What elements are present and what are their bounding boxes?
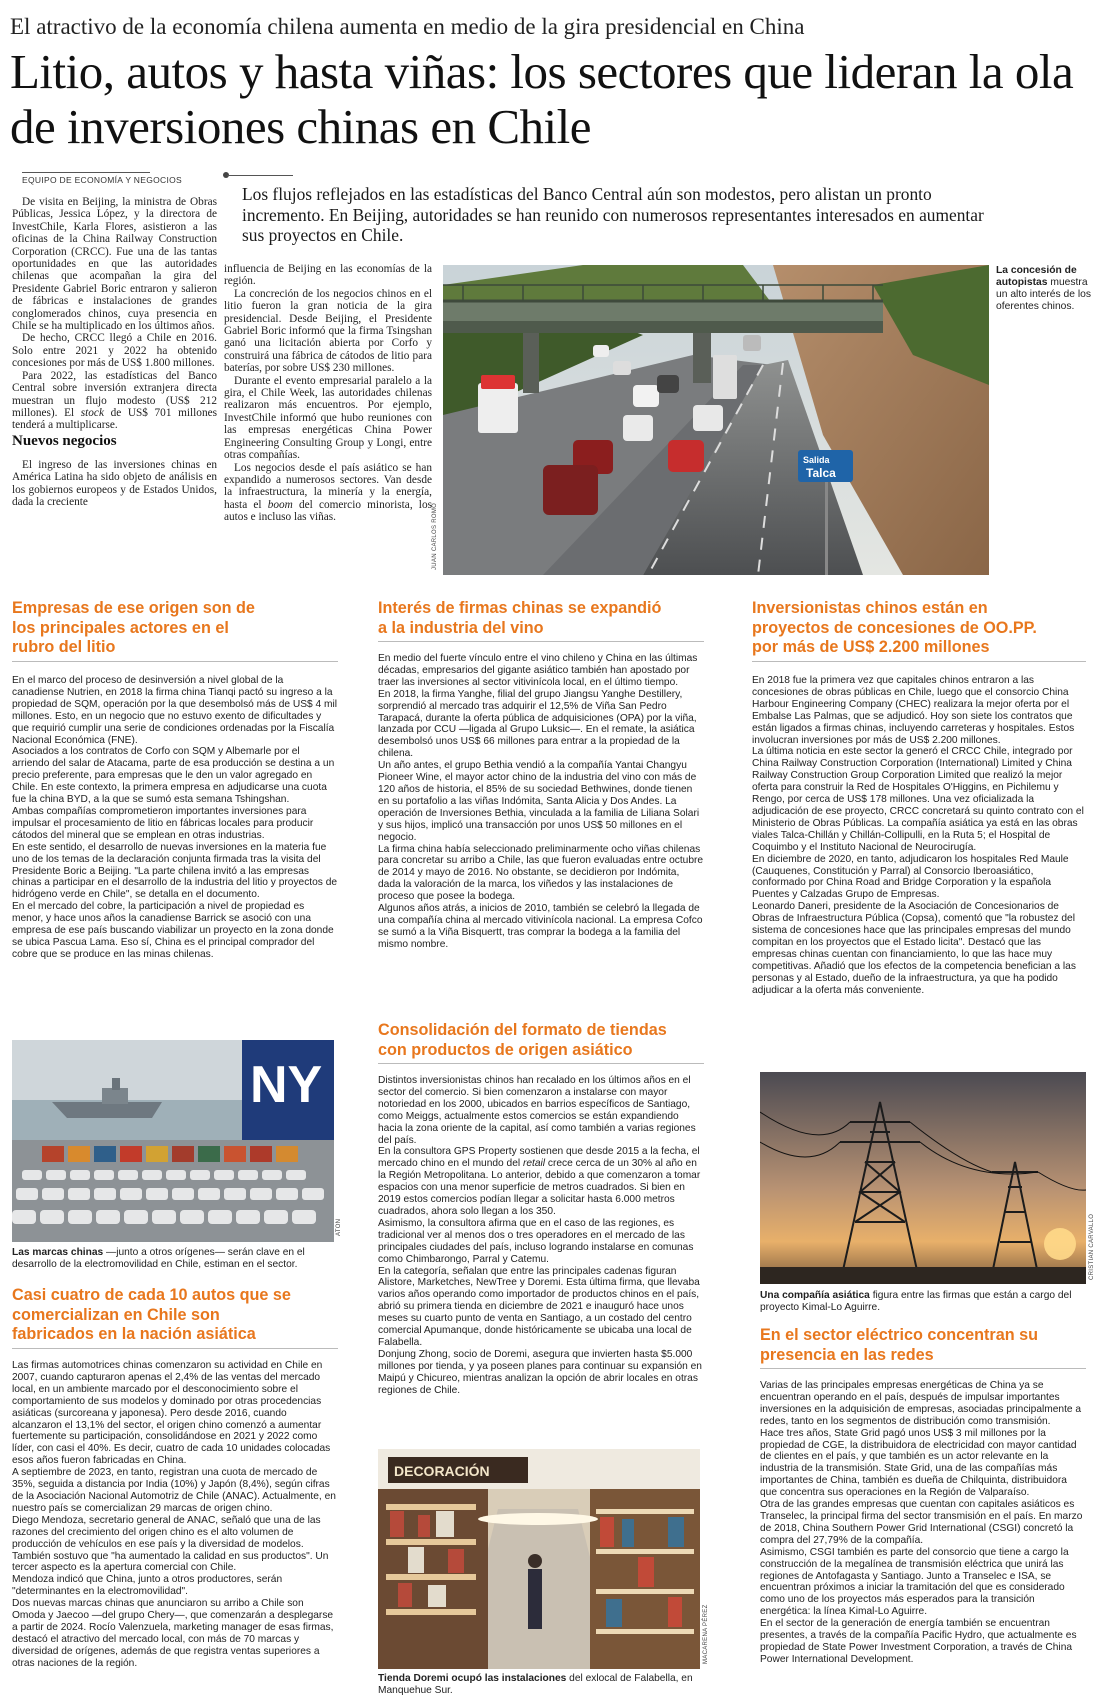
paragraph: En la categoría, señalan que entre las principales cadenas figuran Alistore, Marketches, NewTree y Doremi. Esta última firma, que llevaba varios años operando como importador de productos chinos en el país, abrió su primera tienda en diciembre de 2021 e inauguró hace unos meses su cuarto punto de venta en Santiago, a un costado del centro comercial Apumanque, donde históricamente se ubicaba una local de Falabella. <box>378 1265 700 1348</box>
bajada-rule <box>227 175 293 176</box>
paragraph: En medio del fuerte vínculo entre el vino chileno y China en las últimas décadas, empresarios del gigante asiático también han apostado por traer las inversiones al sector vitivinícola local, en el último tiempo. <box>378 653 698 688</box>
paragraph: Diego Mendoza, secretario general de ANAC, señaló que una de las razones del crecimiento del origen chino es el alto volumen de producción de vehículos en ese país y la diversidad de modelos. También sostuvo que "ha aumentado la calidad en sus productos". Un tercer aspecto es la apertura comercial con Chile. <box>12 1514 329 1574</box>
paragraph: Un año antes, el grupo Bethia vendió a la compañía Yantai Changyu Pioneer Wine, el mayor actor chino de la industria del vino con más de 120 años de historia, el 85% de su sociedad Bethwines, donde tienen en su portafolio a las viñas Indómita, Santa Alicia y Dos Andes. La operación de Inversiones Bethia, vinculada a la familia de Liliana Solari y sus hijos, implicó una transacción por unos US$ 50 millones en el negocio. <box>378 760 700 843</box>
store-photo <box>378 1449 700 1669</box>
section-rule <box>760 1368 1086 1369</box>
section-body-tiendas <box>378 1075 704 1396</box>
byline-rule <box>22 172 150 173</box>
power-photo <box>760 1072 1086 1284</box>
highway-caption <box>996 265 1092 313</box>
italic-run: boom <box>267 498 293 511</box>
headline: Litio, autos y hasta viñas: los sectores que lideran la ola de inversiones chinas en Chile <box>10 44 1074 154</box>
section-rule <box>378 1063 704 1064</box>
section-title-litio: Empresas de ese origen son de los principales actores en el rubro del litio <box>12 599 255 656</box>
text-run: del comercio minorista, los autos e incluso las viñas. <box>224 498 432 524</box>
section-title-electrico: En el sector eléctrico concentran su presencia en las redes <box>760 1326 1038 1364</box>
lead-paragraph <box>12 370 217 432</box>
section-title-vino: Interés de firmas chinas se expandió a la industria del vino <box>378 599 662 637</box>
section-body-electrico <box>760 1380 1086 1666</box>
lead-paragraph: Durante el evento empresarial paralelo a la gira, el Chile Week, las autoridades chilenas realizaron más encuentros. Por ejemplo, InvestChile informó que hubo reuniones con las empresas energéticas China Power Engineering Consulting Group y Longi, entre otras compañías. <box>224 374 432 462</box>
store-caption <box>378 1673 700 1697</box>
paragraph: Mendoza indicó que China, junto a otros productores, serán "determinantes en la electromovilidad". <box>12 1574 283 1598</box>
caption-bold: Una compañía asiática <box>760 1290 870 1301</box>
paragraph: La firma china había seleccionado preliminarmente ocho viñas chilenas para concretar su arribo a Chile, las que fueron evaluadas entre octubre de 2014 y mayo de 2016. No obstante, se decidieron por Indómita, dada la valoración de la marca, los viñedos y las instalaciones de proceso que posee la bodega. <box>378 843 704 903</box>
paragraph: En diciembre de 2020, en tanto, adjudicaron los hospitales Red Maule (Cauquenes, Constitución y Parral) al Consorcio Iberoasiático, conformado por China Road and Bridge Corporation y la española Puentes y Calzadas Grupo de Empresas. <box>752 853 1069 901</box>
lead-paragraph: De visita en Beijing, la ministra de Obras Públicas, Jessica López, y la directora de InvestChile, Karla Flores, asistieron a las oficinas de la China Railway Construction Corporation (CRCC). Fue una de las tantas oportunidades en que las autoridades chilenas que acompañan la gira del Presidente Gabriel Boric entraron y salieron de fábricas e instalaciones de grandes conglomerados chinos, cuya presencia en Chile se ha multiplicado en los últimos años. <box>12 196 217 333</box>
paragraph: Algunos años atrás, a inicios de 2010, también se celebró la llegada de una compañía china al mercado vitivinícola nacional. La empresa Cofco se sumó a la Viña Bisquertt, tras comprar la bodega a la familia del mismo nombre. <box>378 903 703 950</box>
italic-run: stock <box>80 406 104 419</box>
paragraph: En el marco del proceso de desinversión a nivel global de la canadiense Nutrien, en 2018 la firma china Tianqi pactó su ingreso a la propiedad de SQM, operación por la que desembolsó más de US$ 4 mil millones. Esto, en un negocio que no estuvo exento de dificultades y que requirió cumplir una serie de condiciones ordenadas por la Fiscalía Nacional Económica (FNE). <box>12 675 338 746</box>
paragraph <box>378 1146 704 1217</box>
section-rule <box>378 641 704 642</box>
car-rows <box>12 1170 324 1224</box>
paragraph: Leonardo Daneri, presidente de la Asociación de Concesionarios de Obras de Infraestructura Pública (Copsa), comentó que "la robustez del sistema de concesiones hace que las principales empresas del mundo compitan en los proyectos que el Estado licita". Destacó que las empresas chinas cuentan con financiamiento, lo que las hace muy competitivas. Añadió que los efectos de la competencia benefician a las personas y al Estado, dueño de la infraestructura, ya que ha podido adjudicar a la oferta más conveniente. <box>752 901 1076 996</box>
photo-credit: CRISTIAN CARVALLO <box>1089 1213 1095 1280</box>
sign-salida: Salida <box>803 455 830 465</box>
section-rule <box>12 1348 338 1349</box>
paragraph: Dos nuevas marcas chinas que anunciaron su arribo a Chile son Omoda y Jaecoo —del grupo Chery—, que comenzarán a desplegarse a partir de 2024. Rocío Valenzuela, marketing manager de esas firmas, destacó el atractivo del mercado local, con más de 70 marcas y diversidad de orígenes, además de que registra ventas superiores a otras naciones de la región. <box>12 1598 334 1669</box>
text-run: crece cerca de un 30% al año en la Región Metropolitana. Lo anterior, debido a que comenzaron a tomar espacios con una menor superficie de metros cuadrados. Si bien en 2019 estos comercios podían llegar a solicitar hasta 6.000 metros cuadrados, ahora solo llegan a los 350. <box>378 1158 701 1217</box>
highway-photo <box>443 265 989 575</box>
caption-bold: La concesión de autopistas <box>996 265 1077 288</box>
paragraph: A septiembre de 2023, en tanto, registran una cuota de mercado de 35%, seguida a distancia por India (10%) y Japón (8,4%), según cifras de la Asociación Nacional Automotriz de Chile (ANAC). Actualmente, en nuestro país se comercializan 29 marcas de origen chino. <box>12 1467 336 1514</box>
text-run: Los negocios desde el país asiático se han expandido a numerosos sectores. Van desde la infraestructura, la minería y la energía, hasta el <box>224 461 432 511</box>
section-title-concesiones: Inversionistas chinos están en proyectos de concesiones de OO.PP. por más de US$ 2.200 millones <box>752 599 1037 656</box>
byline: EQUIPO DE ECONOMÍA Y NEGOCIOS <box>22 175 183 185</box>
paragraph: La última noticia en este sector la generó el CRCC Chile, integrado por China Railway Construction Corporation (International) Limited y China Railway Construction Group Corporation Limited que realizó la mejor oferta para construir la Red de Hospitales O'Higgins, en Pichilemu y Rengo, por cerca de US$ 178 millones. Una vez oficializada la adjudicación de ese proyecto, CRCC concretará su quinto contrato con el Ministerio de Obras Públicas. La compañía asiática ya está en las obras viales Talca-Chillán y Chillán-Collipulli, en la Ruta 5; el Hospital de Coquimbo y el Instituto Nacional de Neurocirugía. <box>752 746 1084 853</box>
section-body-vino <box>378 653 704 951</box>
paragraph: Asimismo, CSGI también es parte del consorcio que tiene a cargo la construcción de la megalínea de transmisión eléctrica que unirá las regiones de Antofagasta y Santiago. Junto a Transelec e ISA, se encuentran próximos a iniciar la tramitación del que es considerado como uno de los proyectos más esperados para la transición energética: la línea Kimal-Lo Aguirre. <box>760 1546 1069 1618</box>
caption-rest: figura entre las firmas que están a cargo del proyecto Kimal-Lo Aguirre. <box>760 1290 1072 1313</box>
kicker: El atractivo de la economía chilena aumenta en medio de la gira presidencial en China <box>10 14 805 39</box>
caption-rest: del exlocal de Falabella, en Manquehue Sur. <box>378 1673 693 1696</box>
lead-column-2 <box>224 263 432 524</box>
paragraph: Ambas compañías comprometieron importantes inversiones para impulsar el procesamiento de litio en fábricas locales para producir cátodos del mineral que se emplean en otras industrias. <box>12 805 314 841</box>
bajada: Los flujos reflejados en las estadísticas del Banco Central aún son modestos, pero alistan un pronto incremento. En Beijing, autoridades se han reunido con numerosos representantes interesados en aumentar sus proyectos en Chile. <box>242 184 984 245</box>
text-run: Para 2022, las estadísticas del Banco Central sobre inversión extranjera directa muestran un flujo modesto (US$ 212 millones). El <box>12 369 217 419</box>
caption-bold: Las marcas chinas <box>12 1247 104 1258</box>
section-body-litio <box>12 675 338 961</box>
section-body-autos <box>12 1360 338 1670</box>
highway-illustration <box>443 265 989 575</box>
italic-run: retail <box>522 1158 546 1170</box>
paragraph: En 2018 fue la primera vez que capitales chinos entraron a las concesiones de obras públicas en Chile, luego que el consorcio China Harbour Engineering Company (CHEC) realizara la mejor oferta por el Embalse Las Palmas, que se adjudicó. Hoy son siete los contratos que están ligados a firmas chinas, incluyendo carreteras y hospitales. Estos involucran inversiones por más de US$ 2.200 millones. <box>752 675 1075 746</box>
caption-rest: muestra un alto interés de los oferentes chinos. <box>996 277 1092 312</box>
section-title-tiendas: Consolidación del formato de tiendas con productos de origen asiático <box>378 1021 667 1059</box>
section-title-autos: Casi cuatro de cada 10 autos que se comercializan en Chile son fabricados en la nación asiática <box>12 1286 291 1343</box>
paragraph: En el mercado del cobre, la participación a nivel de propiedad es menor, y hace unos años la canadiense Barrick se asoció con una empresa de ese país buscando viabilizar un proyecto en la zona donde se ubica Pascua Lama. Eso sí, China es el principal comprador del cobre que se produce en las minas chilenas. <box>12 901 334 960</box>
text-run: En la consultora GPS Property sostienen que desde 2015 a la fecha, el mercado chino en el mundo del <box>378 1146 700 1170</box>
paragraph: Asimismo, la consultora afirma que en el caso de las regiones, es tradicional ver al menos dos o tres operadores en el mercado de las principales ciudades del país, incluso logrando instalarse en comunas como Chimbarongo, Parral y Catemu. <box>378 1217 694 1265</box>
section-body-concesiones <box>752 675 1086 996</box>
lead-paragraph: influencia de Beijing en las economías de la región. <box>224 263 432 288</box>
lead-paragraph: El ingreso de las inversiones chinas en América Latina ha sido objeto de análisis en los gobiernos europeos y de Estados Unidos, dada la creciente <box>12 458 217 508</box>
paragraph: Asociados a los contratos de Corfo con SQM y Albemarle por el arriendo del salar de Atacama, parte de esa producción se destina a un precio preferente, para empresas que le den un valor agregado en Chile. En este contexto, la primera empresa en adjudicarse una cuota fue la china BYD, a la que se sumó esta semana Tshingshan. <box>12 746 335 806</box>
section-rule <box>12 661 338 662</box>
power-tower-illustration <box>760 1072 1086 1284</box>
caption-bold: Tienda Doremi ocupó las instalaciones <box>378 1673 567 1684</box>
section-rule <box>752 661 1086 662</box>
subhead-nuevos-negocios: Nuevos negocios <box>12 432 117 449</box>
port-caption <box>12 1247 334 1271</box>
paragraph: En 2018, la firma Yanghe, filial del grupo Jiangsu Yanghe Destillery, sorprendió al mercado tras adquirir el 12,5% de Viña San Pedro Tarapacá, durante la oferta pública de adquisiciones (OPA) por la viña, lanzada por CCU —ligada al Grupo Luksic—. En el remate, la asiática desembolsó unos US$ 66 millones para entrar a la propiedad de la chilena. <box>378 688 697 760</box>
lead-column-1 <box>12 196 217 508</box>
paragraph: Varias de las principales empresas energéticas de China ya se encuentran operando en el país, después de impulsar importantes inversiones en la adquisición de empresas, asociadas principalmente a redes, tanto en los segmentos de distribución como transmisión. <box>760 1380 1082 1427</box>
paragraph: Las firmas automotrices chinas comenzaron su actividad en Chile en 2007, cuando capturaron apenas el 2,4% de las ventas del mercado local, en un ambiente marcado por el desconocimiento sobre el comportamiento de sus modelos y dominado por otras procedencias asiáticas (surcoreana y japonesa). Pero desde 2016, cuando alcanzaron el 13,1% del sector, el origen chino comenzó a aumentar fuertemente su participación, consolidándose en 2021 y 2022 como líder, con casi el 40%. Es decir, cuatro de cada 10 unidades colocadas esos años fueron fabricadas en China. <box>12 1360 331 1467</box>
photo-credit: MACARENA PÉREZ <box>703 1604 709 1664</box>
paragraph: Distintos inversionistas chinos han recalado en los últimos años en el sector del comercio. Si bien comenzaron a instalarse con mayor notoriedad en los 2000, ubicados en barrios específicos de Santiago, como Meiggs, actualmente estos comercios se están expandiendo hacia la zona oriente de la capital, así como también a varias regiones del país. <box>378 1075 696 1146</box>
power-caption <box>760 1290 1086 1314</box>
paragraph: Hace tres años, State Grid pagó unos US$ 3 mil millones por la propiedad de CGE, la distribuidora de electricidad con mayor cantidad de clientes en el país, y que también es un actor relevante en la industria de la transmisión. State Grid, una de las compañías más importantes de China, también es dueña de Chilquinta, distribuidora que concentra sus operaciones en la Región de Valparaíso. <box>760 1427 1077 1499</box>
store-illustration <box>378 1449 700 1669</box>
store-sign: DECORACIÓN <box>394 1463 490 1479</box>
paragraph: Otra de las grandes empresas que cuentan con capitales asiáticos es Transelec, la principal firma del sector transmisión en el país. En marzo de 2018, China Southern Power Grid International (CSGI) concretó la compra del 27,79% de la compañía. <box>760 1499 1083 1546</box>
photo-credit: ATON <box>336 1218 342 1236</box>
text-run: de US$ 701 millones tenderá a multiplicarse. <box>12 406 217 432</box>
port-illustration <box>12 1040 334 1242</box>
lead-paragraph: La concreción de los negocios chinos en el litio fueron la gran noticia de la gira presidencial. Desde Beijing, el Presidente Gabriel Boric informó que la firma Tsingshan ganó una licitación abierta por Corfo y construirá una fábrica de cátodos de litio para baterías, por sobre US$ 230 millones. <box>224 287 432 375</box>
sign-talca: Talca <box>806 466 836 480</box>
caption-rest: —junto a otros orígenes— serán clave en el desarrollo de la electromovilidad en Chile, estiman en el sector. <box>12 1247 305 1270</box>
photo-credit: JUAN CARLOS ROMO <box>432 502 438 570</box>
lead-paragraph <box>224 462 432 524</box>
paragraph: Donjung Zhong, socio de Doremi, asegura que invierten hasta $5.000 millones por tienda, y ya poseen planes para continuar su expansión en Maipú y Chicureo, mientras analizan la opción de abrir locales en otras regiones de Chile. <box>378 1348 702 1396</box>
paragraph: En este sentido, el desarrollo de nuevas inversiones en la materia fue uno de los temas de la declaración conjunta firmada tras la visita del Presidente Boric a Beijing. "La parte chilena invitó a las empresas chinas a participar en el desarrollo de la industria del litio y proyectos de hidrógeno verde en Chile", se detalla en el documento. <box>12 841 338 901</box>
lead-paragraph: De hecho, CRCC llegó a Chile en 2016. Solo entre 2021 y 2022 ha obtenido concesiones por más de US$ 1.800 millones. <box>12 332 217 370</box>
ship-letters: NY <box>250 1056 323 1114</box>
paragraph: En el sector de la generación de energía también se encuentran presentes, a través de la compañía Pacific Hydro, que actualmente es propiedad de State Power Investment Corporation, a través de China Power International Development. <box>760 1618 1077 1665</box>
port-photo <box>12 1040 334 1242</box>
